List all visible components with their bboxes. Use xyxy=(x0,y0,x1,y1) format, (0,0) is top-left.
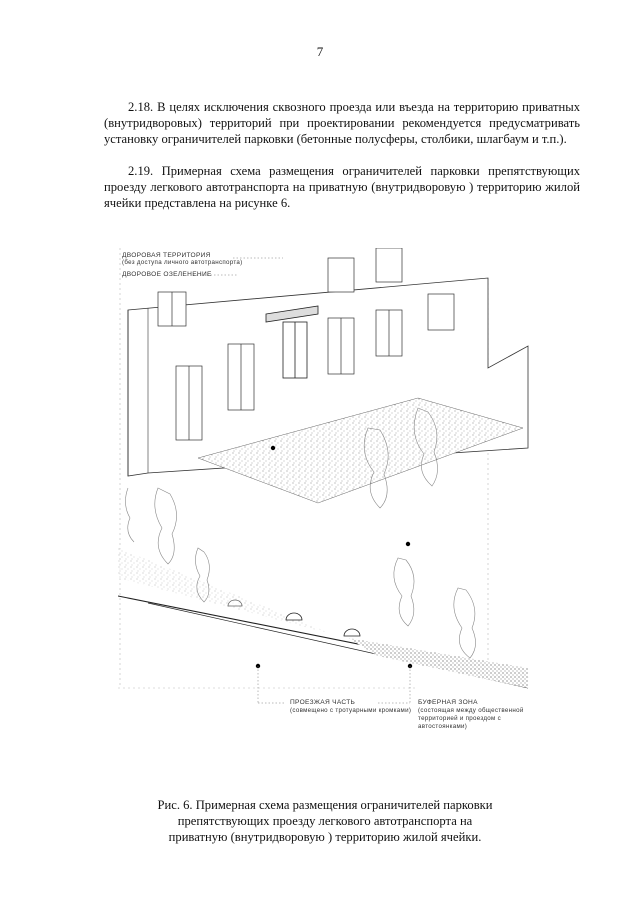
figure-6-illustration xyxy=(118,248,532,748)
figure-caption: Рис. 6. Примерная схема размещения ограничителей парковки препятствующих проезду легкового автотранспорта на приватную (внутридворовую ) территорию жилой ячейки. xyxy=(157,797,493,844)
paragraph-2-19: 2.19. Примерная схема размещения ограничителей парковки препятствующих проезду легкового автотранспорта на приватную (внутридворовую ) территорию жилой ячейки представлена на рисунке 6. xyxy=(104,163,580,210)
label-roadway-sub: (совмещено с тротуарными кромками) xyxy=(290,707,412,714)
page-number: 7 xyxy=(316,44,324,59)
label-greenery: ДВОРОВОЕ ОЗЕЛЕНЕНИЕ xyxy=(122,271,212,278)
buffer-zone-strip xyxy=(348,638,528,688)
label-buffer-sub-3: автостоянками) xyxy=(418,723,468,730)
paragraph-2-18: 2.18. В целях исключения сквозного проезда или въезда на территорию приватных (внутридворовых) территорий при проектировании рекомендуется предусматривать установку ограничителей парковки (бетонные полусферы, столбики, шлагбаум и т.п.). xyxy=(104,99,580,146)
label-roadway: ПРОЕЗЖАЯ ЧАСТЬ xyxy=(290,699,356,706)
label-courtyard: ДВОРОВАЯ ТЕРРИТОРИЯ xyxy=(122,252,211,259)
label-courtyard-sub: (без доступа личного автотранспорта) xyxy=(122,259,243,266)
label-buffer: БУФЕРНАЯ ЗОНА xyxy=(418,699,478,706)
label-buffer-sub-2: территорией и проездом с xyxy=(418,715,501,722)
courtyard-scheme-drawing xyxy=(118,248,532,748)
label-buffer-sub-1: (состоящая между общественной xyxy=(418,707,524,714)
